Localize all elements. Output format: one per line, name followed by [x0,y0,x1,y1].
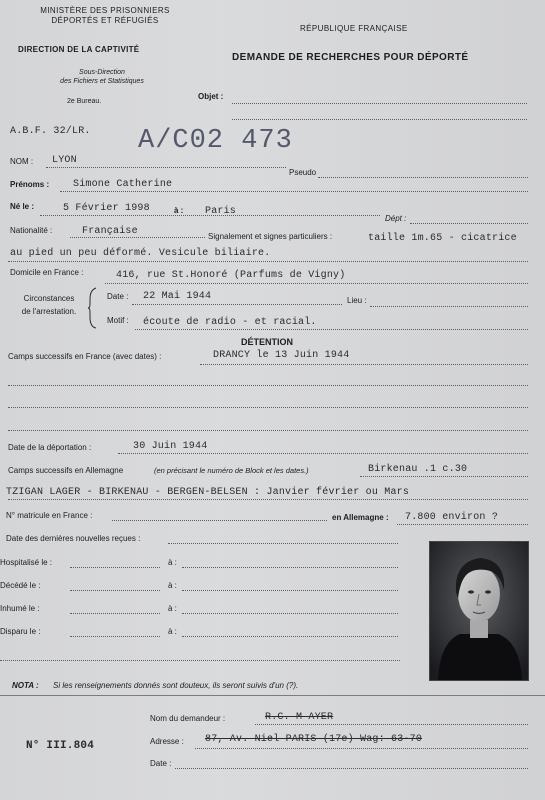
matricule-allemagne-line [397,524,528,525]
disparu-a-label: à : [168,627,177,636]
nota-separator [0,695,545,696]
nouvelles-label: Date des dernières nouvelles reçues : [6,534,141,543]
pseudo-line [318,177,528,178]
detention-heading: DÉTENTION [241,337,294,347]
arrest-date-label: Date : [107,292,129,301]
circonstances-line-1: Circonstances [23,294,75,303]
date-deportation-label: Date de la déportation : [8,443,92,452]
ministry-line-1: MINISTÈRE DES PRISONNIERS [40,6,170,15]
camps-allemagne-label: Camps successifs en Allemagne [8,466,124,475]
identity-photo [429,541,529,681]
camps-france-line-4 [8,430,528,431]
inhume-a-label: à : [168,604,177,613]
sous-direction-line-1: Sous-Direction [79,69,125,76]
hospitalise-date-line [70,567,160,568]
matricule-allemagne-label: en Allemagne : [332,513,389,522]
domicile-label: Domicile en France : [10,268,84,277]
document-title: DEMANDE DE RECHERCHES POUR DÉPORTÉ [232,52,469,63]
decede-date-line [70,590,160,591]
nom-value: LYON [52,155,77,166]
objet-line-1 [232,103,527,104]
camps-allemagne-value-1: Birkenau .1 c.30 [368,464,468,475]
camps-france-line-1 [200,364,528,365]
circonstances-line-2: de l'arrestation. [21,307,77,316]
hospitalise-lieu-line [182,567,398,568]
disparu-lieu-line [182,636,398,637]
motif-value: écoute de radio - et racial. [143,317,317,328]
demandeur-label: Nom du demandeur : [150,714,226,723]
signalement-value-2: au pied un peu déformé. Vesicule biliaire. [10,248,271,259]
date-demande-label: Date : [150,759,172,768]
camps-allemagne-line-1 [360,476,528,477]
hospitalise-a-label: à : [168,558,177,567]
abf-reference: A.B.F. 32/LR. [10,126,91,137]
nationalite-line [70,237,205,238]
signalement-label: Signalement et signes particuliers : [208,232,333,241]
decede-lieu-line [182,590,398,591]
dept-line [410,223,528,224]
bureau-label: 2e Bureau. [67,98,102,105]
nouvelles-line [168,543,398,544]
republic-header: RÉPUBLIQUE FRANÇAISE [300,24,408,33]
date-demande-line [175,768,528,769]
objet-line-2 [232,119,527,120]
matricule-france-line [112,520,327,521]
camps-allemagne-note: (en précisant le numéro de Block et les dates.) [154,466,309,475]
adresse-line [195,748,528,749]
sous-direction-line-2: des Fichiers et Statistiques [60,78,144,85]
domicile-value: 416, rue St.Honoré (Parfums de Vigny) [116,270,346,281]
inhume-lieu-line [182,613,398,614]
sous-direction [42,68,162,86]
date-deportation-value: 30 Juin 1944 [133,441,208,452]
camps-france-line-2 [8,385,528,386]
decede-label: Décédé le : [0,581,41,590]
signalement-line [8,261,528,262]
request-number: N° III.804 [26,740,95,752]
circonstances-label [14,292,84,318]
hospitalise-label: Hospitalisé le : [0,558,53,567]
arrest-lieu-label: Lieu : [347,296,367,305]
motif-label: Motif : [107,316,129,325]
demandeur-value: R.C. M AYER [265,712,334,723]
camps-allemagne-line-2 [8,499,528,500]
signalement-value-1: taille 1m.65 - cicatrice [368,233,517,244]
lieu-naissance-label: à : [174,206,184,215]
dept-label: Dépt : [385,214,407,223]
prenoms-line [60,191,528,192]
nom-line [46,167,286,168]
arrest-date-value: 22 Mai 1944 [143,291,212,302]
ne-le-value: 5 Février 1998 [63,203,150,214]
prenoms-label: Prénoms : [10,180,50,189]
nationalite-value: Française [82,226,138,237]
adresse-value: 87, Av. Niel PARIS (17e) Wag: 63-70 [205,734,423,745]
direction-header: DIRECTION DE LA CAPTIVITÉ [18,45,140,54]
camps-france-line-3 [8,407,528,408]
motif-line [135,329,528,330]
disparu-label: Disparu le : [0,627,41,636]
adresse-label: Adresse : [150,737,184,746]
file-number-stamp: A/C02 473 [138,126,293,156]
inhume-date-line [70,613,160,614]
matricule-france-label: N° matricule en France : [6,511,93,520]
demandeur-line [255,724,528,725]
nota-text: Si les renseignements donnés sont douteux, ils seront suivis d'un (?). [53,681,299,690]
pseudo-label: Pseudo [289,168,317,177]
ministry-header [30,6,180,26]
naissance-line [40,215,380,216]
disparu-date-line [70,636,160,637]
matricule-allemagne-value: 7.800 environ ? [405,512,499,523]
decede-a-label: à : [168,581,177,590]
nom-label: NOM : [10,157,34,166]
nationalite-label: Nationalité : [10,226,53,235]
arrest-brace [88,287,98,329]
ne-le-label: Né le : [10,202,35,211]
camps-allemagne-value-2: TZIGAN LAGER - BIRKENAU - BERGEN-BELSEN : Janvier février ou Mars [6,487,410,498]
lieu-naissance-value: Paris [205,206,237,217]
camps-france-label: Camps successifs en France (avec dates) : [8,352,162,361]
nota-label: NOTA : [12,681,39,690]
arrest-date-line [132,304,342,305]
arrest-lieu-line [370,306,528,307]
domicile-line [105,283,528,284]
blank-line [0,660,400,661]
date-deportation-line [118,453,528,454]
prenoms-value: Simone Catherine [73,179,173,190]
camps-france-value: DRANCY le 13 Juin 1944 [213,350,350,361]
ministry-line-2: DÉPORTÉS ET RÉFUGIÉS [51,16,159,25]
objet-label: Objet : [198,92,224,101]
inhume-label: Inhumé le : [0,604,40,613]
